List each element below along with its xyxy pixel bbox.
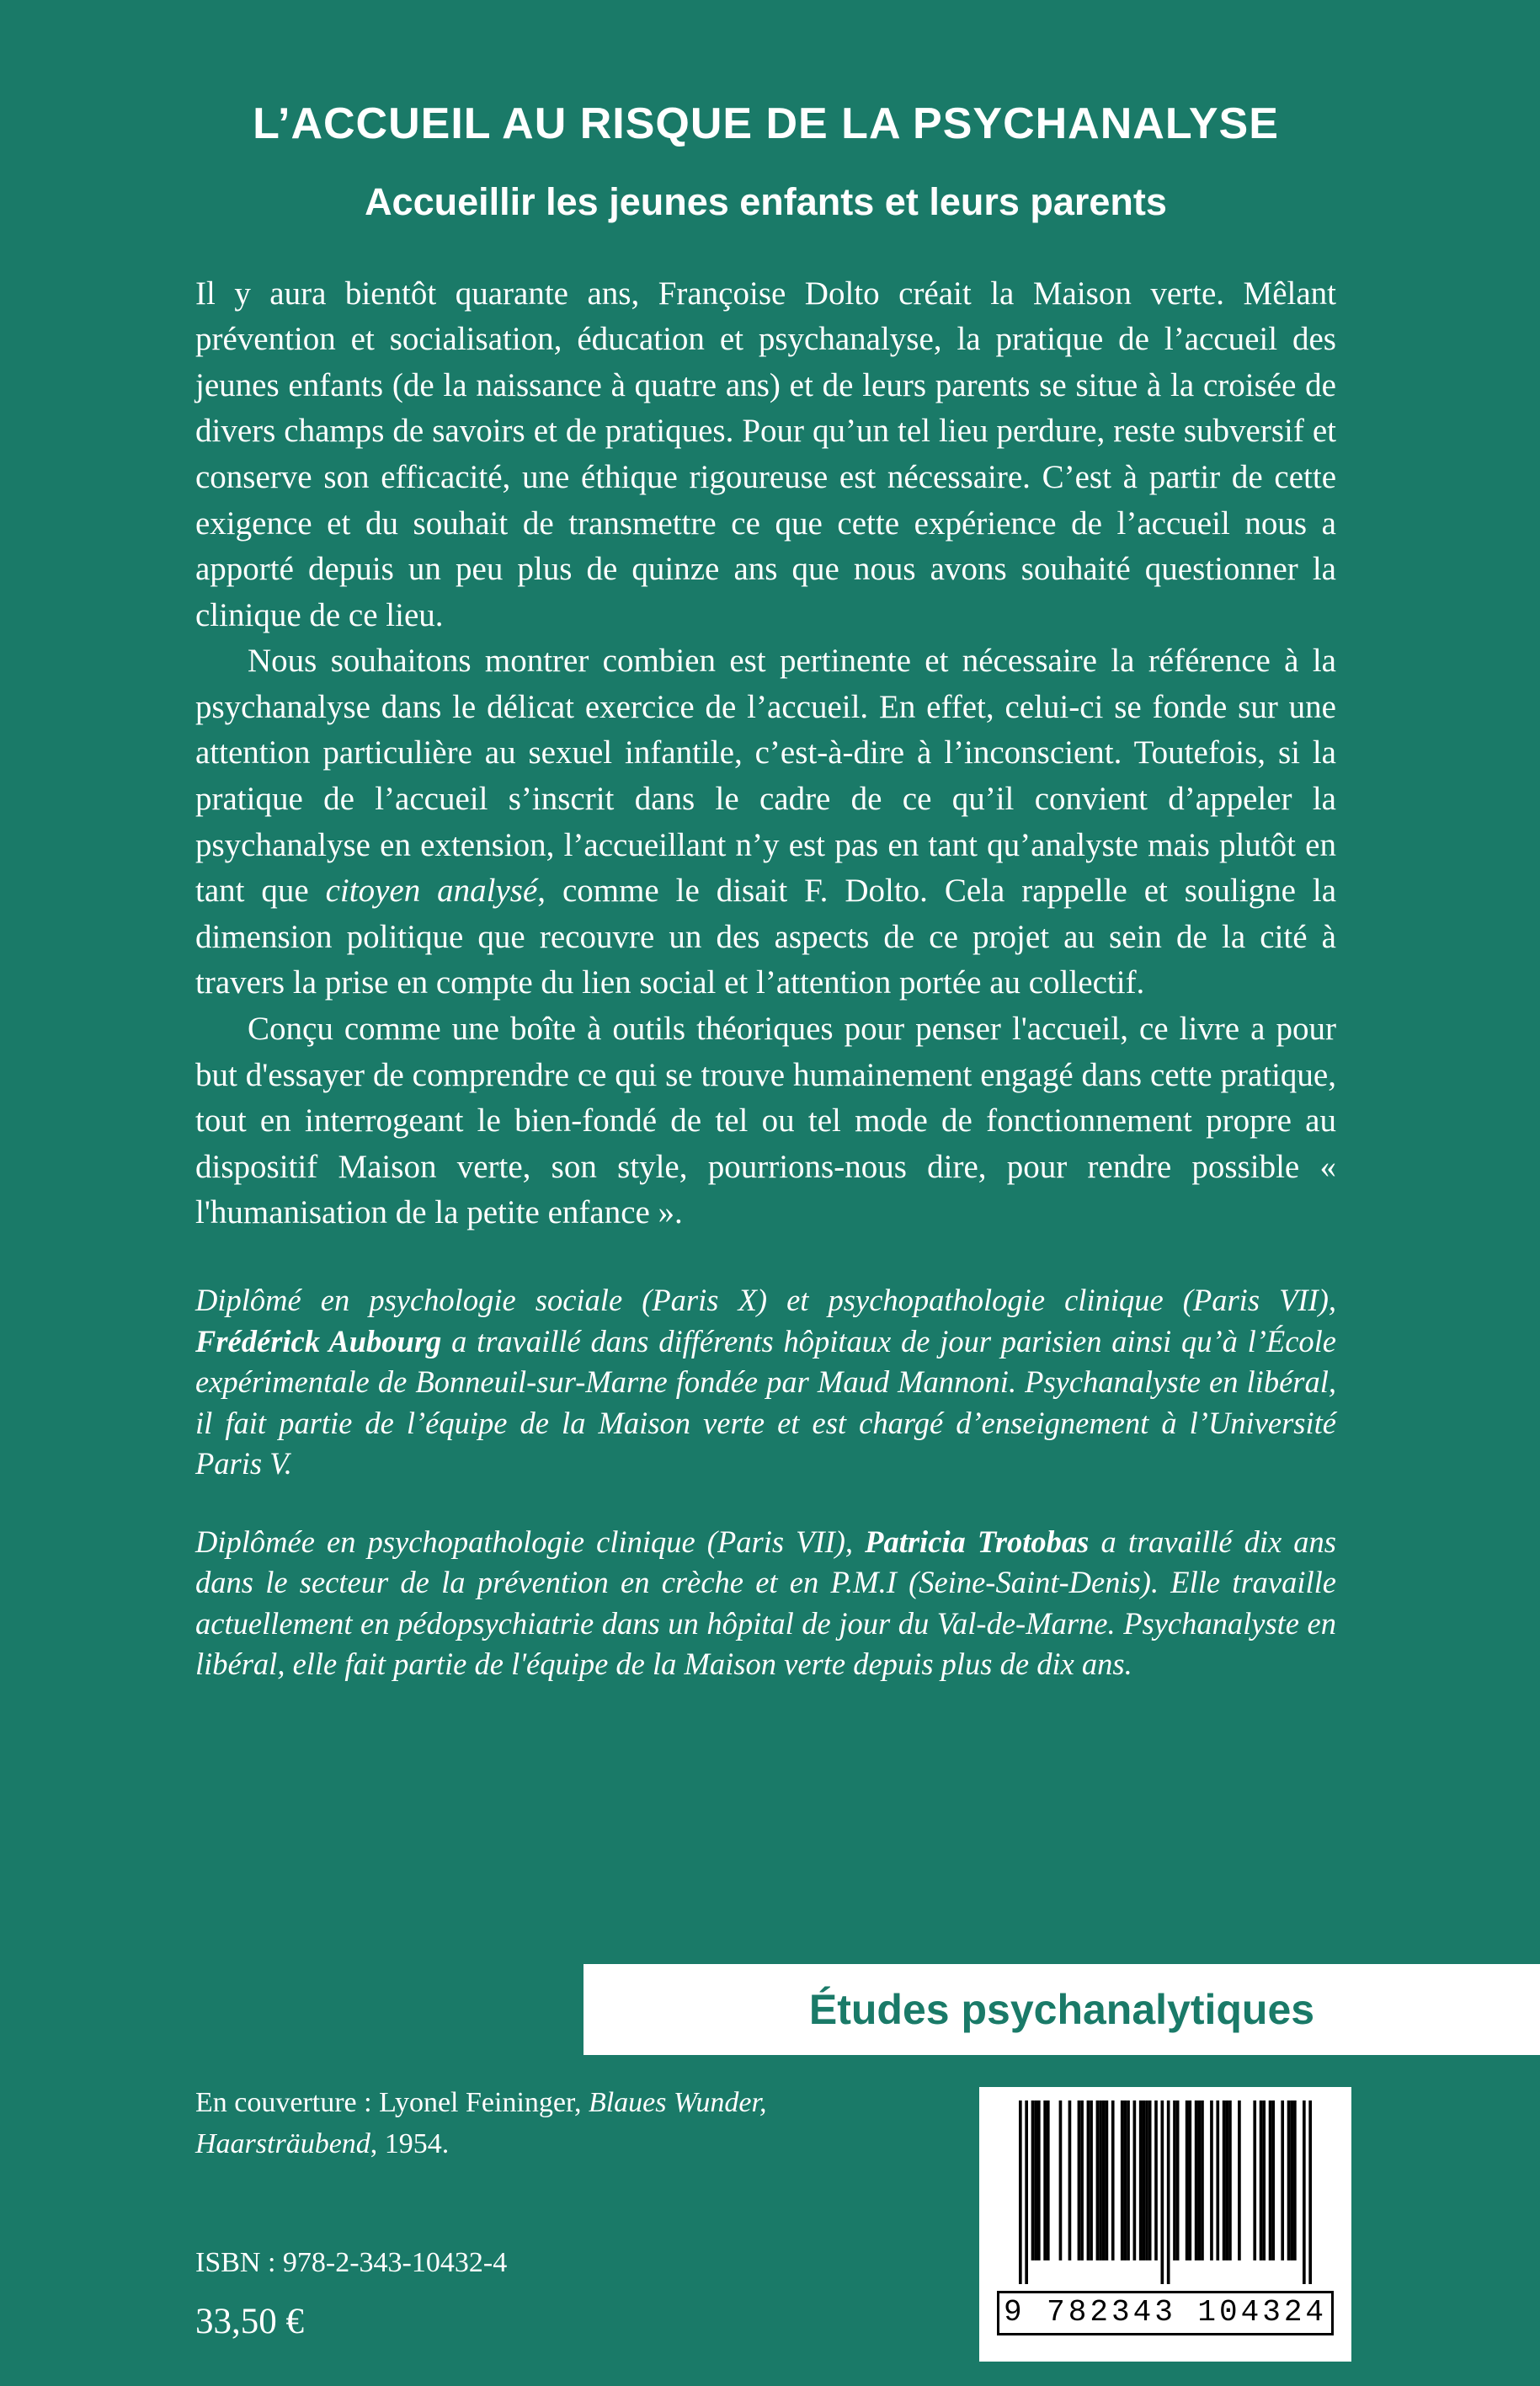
cover-credit-line: Haarsträubend, 1954. [195, 2128, 450, 2160]
book-title: L’ACCUEIL AU RISQUE DE LA PSYCHANALYSE [253, 99, 1279, 148]
collection-band [583, 1964, 1540, 2055]
book-subtitle: Accueillir les jeunes enfants et leurs parents [365, 179, 1167, 223]
synopsis-paragraph: Nous souhaitons montrer combien est pertinente et nécessaire la référence à la psychanalyse dans le délicat exercice de l’accueil. En effet, celui-ci se fonde sur une attention particulière au sexuel infantile, c’est-à-dire à l’inconscient. Toutefois, si la pratique de l’accueil s’inscrit dans le cadre de ce qu’il convient d’appeler la psychanalyse en extension, l’accueillant n’y est pas en tant qu’analyste mais plutôt en tant que citoyen analysé, comme le disait F. Dolto. Cela rappelle et souligne la dimension politique que recouvre un des aspects de ce projet au sein de la cité à travers la prise en compte du lien social et l’attention portée au collectif. [195, 643, 1337, 1001]
author-bio-aubourg: Diplômé en psychologie sociale (Paris X) et psychopathologie clinique (Paris VII), Frédérick Aubourg a travaillé dans différents hôpitaux de jour parisien ainsi qu’à l’École expérimentale de Bonneuil-sur-Marne fondée par Maud Mannoni. Psychanalyste en libéral, il fait partie de l’équipe de la Maison verte et est chargé d’enseignement à l’Université Paris V. [195, 1283, 1336, 1481]
synopsis-paragraph: Conçu comme une boîte à outils théoriques pour penser l'accueil, ce livre a pour but d'essayer de comprendre ce qui se trouve humainement engagé dans cette pratique, tout en interrogeant le bien-fondé de tel ou tel mode de fonctionnement propre au dispositif Maison verte, son style, pourrions-nous dire, pour rendre possible « l'humanisation de la petite enfance ». [195, 1011, 1336, 1231]
author-bio-trotobas: Diplômée en psychopathologie clinique (Paris VII), Patricia Trotobas a travaillé dix ans dans le secteur de la prévention en crèche et en P.M.I (Seine-Saint-Denis). Elle travaille actuellement en pédopsychiatrie dans un hôpital de jour du Val-de-Marne. Psychanalyste en libéral, elle fait partie de l'équipe de la Maison verte depuis plus de dix ans. [195, 1524, 1336, 1682]
cover-credit [195, 2082, 767, 2165]
barcode [979, 2087, 1351, 2362]
cover-credit-line: En couverture : Lyonel Feininger, Blaues Wunder, [195, 2087, 767, 2118]
price: 33,50 € [195, 2302, 304, 2341]
collection-name: Études psychanalytiques [808, 1986, 1315, 2033]
synopsis [195, 271, 1336, 1236]
isbn: ISBN : 978-2-343-10432-4 [195, 2247, 508, 2278]
barcode-number: 9 782343 104324 [997, 2291, 1334, 2335]
barcode-bars [1019, 2100, 1312, 2284]
synopsis-paragraph: Il y aura bientôt quarante ans, Françoise Dolto créait la Maison verte. Mêlant prévention et socialisation, éducation et psychanalyse, la pratique de l’accueil des jeunes enfants (de la naissance à quatre ans) et de leurs parents se situe à la croisée de divers champs de savoirs et de pratiques. Pour qu’un tel lieu perdure, reste subversif et conserve son efficacité, une éthique rigoureuse est nécessaire. C’est à partir de cette exigence et du souhait de transmettre ce que cette expérience de l’accueil nous a apporté depuis un peu plus de quinze ans que nous avons souhaité questionner la clinique de ce lieu. [195, 275, 1336, 633]
